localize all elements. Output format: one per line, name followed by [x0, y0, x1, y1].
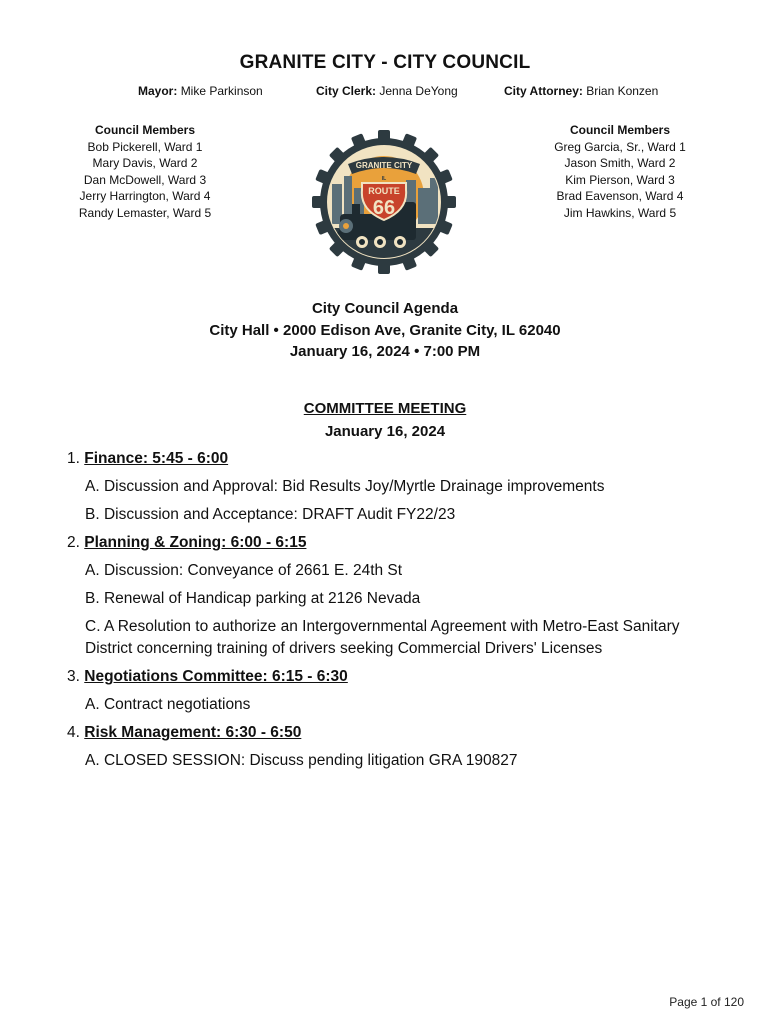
committee-date: January 16, 2024 [324, 423, 446, 440]
city-seal-logo [310, 128, 458, 276]
mayor-line [138, 84, 263, 98]
council-member: Randy Lemaster, Ward 5 [78, 205, 212, 220]
clerk-label: City Clerk: [316, 84, 377, 98]
section-title: Negotiations Committee: 6:15 - 6:30 [84, 668, 348, 685]
council-member: Brad Eavenson, Ward 4 [556, 189, 684, 203]
seal-state-text: IL [381, 176, 387, 182]
attorney-line [504, 84, 658, 98]
agenda-title: City Council Agenda [311, 300, 459, 317]
section-heading [67, 722, 727, 744]
council-member: Kim Pierson, Ward 3 [565, 172, 675, 187]
council-member: Jerry Harrington, Ward 4 [79, 189, 211, 203]
agenda-section-finance [67, 448, 727, 526]
council-heading: Council Members [569, 123, 671, 137]
agenda-header [0, 298, 770, 363]
attorney-label: City Attorney: [504, 84, 583, 98]
council-member: Mary Davis, Ward 2 [92, 156, 198, 170]
agenda-datetime: January 16, 2024 • 7:00 PM [289, 343, 481, 360]
committee-title: COMMITTEE MEETING [303, 400, 467, 417]
section-number: 3. [67, 668, 80, 685]
clerk-name: Jenna DeYong [379, 84, 458, 98]
section-title: Finance: 5:45 - 6:00 [84, 450, 229, 467]
section-heading [67, 448, 727, 470]
clerk-line [316, 84, 458, 98]
agenda-section-risk-management [67, 722, 727, 772]
council-member: Greg Garcia, Sr., Ward 1 [554, 139, 686, 154]
council-member: Bob Pickerell, Ward 1 [87, 139, 203, 154]
agenda-item: A. Discussion: Conveyance of 2661 E. 24th St [85, 562, 403, 579]
seal-route-label: ROUTE [368, 186, 400, 196]
section-number: 4. [67, 724, 80, 741]
seal-banner-text: GRANITE CITY [355, 161, 413, 170]
section-title: Planning & Zoning: 6:00 - 6:15 [84, 534, 307, 551]
section-heading [67, 532, 727, 554]
section-number: 1. [67, 450, 80, 467]
section-heading [67, 666, 727, 688]
page-number: Page 1 of 120 [669, 995, 744, 1009]
agenda-item: A. Discussion and Approval: Bid Results Joy/Myrtle Drainage improvements [85, 478, 605, 495]
committee-header [0, 397, 770, 443]
council-heading: Council Members [94, 123, 196, 137]
mayor-name: Mike Parkinson [180, 84, 263, 98]
council-member: Dan McDowell, Ward 3 [83, 172, 207, 187]
attorney-name: Brian Konzen [586, 84, 659, 98]
council-members-right [545, 122, 695, 221]
agenda-location: City Hall • 2000 Edison Ave, Granite City, IL 62040 [209, 321, 561, 339]
agenda-section-negotiations [67, 666, 727, 716]
agenda-item: C. A Resolution to authorize an Intergovernmental Agreement with Metro-East Sanitary District concerning training of drivers seeking Commercial Drivers' Licenses [85, 618, 680, 657]
agenda-section-planning-zoning [67, 532, 727, 660]
section-number: 2. [67, 534, 80, 551]
section-title: Risk Management: 6:30 - 6:50 [84, 724, 302, 741]
agenda-list [67, 448, 727, 778]
agenda-item: B. Renewal of Handicap parking at 2126 Nevada [85, 590, 421, 607]
seal-route-number: 66 [372, 197, 396, 219]
mayor-label: Mayor: [138, 84, 178, 98]
council-member: Jason Smith, Ward 2 [564, 156, 676, 170]
agenda-item: A. Contract negotiations [85, 696, 251, 713]
page-title: GRANITE CITY - CITY COUNCIL [239, 52, 531, 73]
agenda-item: B. Discussion and Acceptance: DRAFT Audit FY22/23 [85, 506, 456, 523]
council-member: Jim Hawkins, Ward 5 [563, 205, 677, 220]
council-members-left [70, 122, 220, 221]
agenda-item: A. CLOSED SESSION: Discuss pending litigation GRA 190827 [85, 752, 518, 769]
